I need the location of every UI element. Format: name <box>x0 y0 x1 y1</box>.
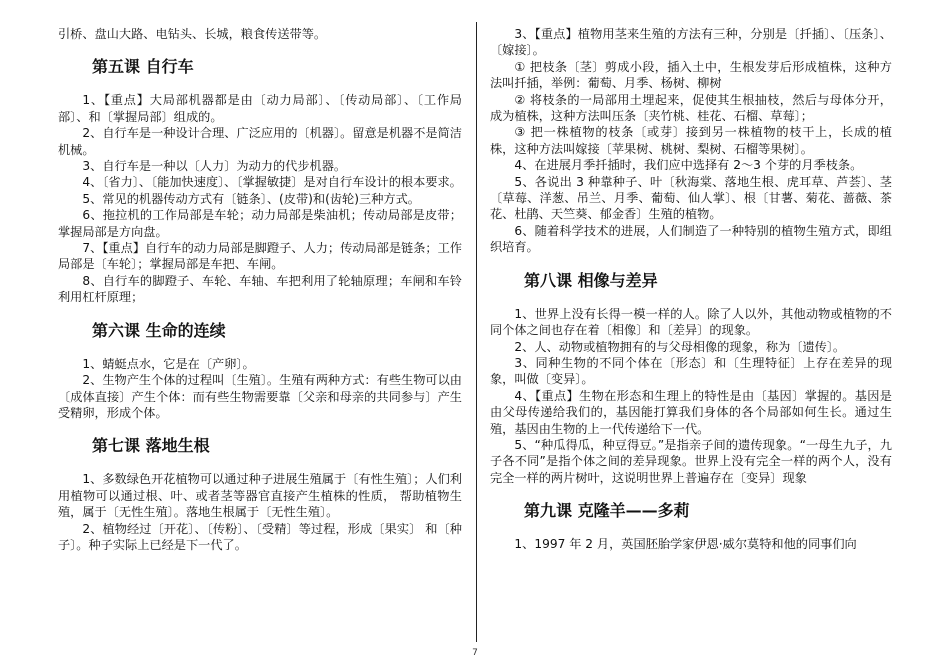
lesson5-para-6: 6、拖拉机的工作局部是车轮；动力局部是柴油机；传动局部是皮带；掌握局部是方向盘。 <box>58 208 462 239</box>
lesson5-para-3: 3、自行车是一种以〔人力〕为动力的代步机器。 <box>82 159 347 174</box>
lesson6-title: 第六课 生命的连续 <box>92 320 226 340</box>
left-column <box>58 26 462 553</box>
lesson8-para-3: 3、同种生物的不同个体在〔形态〕和〔生理特征〕上存在差异的现象，叫做〔变异〕。 <box>490 355 892 387</box>
intro-text: 引桥、盘山大路、电钻头、长城，粮食传送带等。 <box>58 27 327 41</box>
lesson8-para-2: 2、人、动物或植物拥有的与父母相像的现象，称为〔遗传〕。 <box>514 339 846 354</box>
lesson8-para-4: 4、【重点】生物在形态和生理上的特性是由〔基因〕掌握的。基因是由父母传递给我们的，基因能打算我们身体的各个局部如何生长。通过生殖，基因由生物的上一代传递给下一代。 <box>490 388 892 436</box>
lesson5-title: 第五课 自行车 <box>92 57 194 77</box>
lesson6-para-2: 2、生物产生个体的过程叫〔生殖〕。生殖有两种方式：有些生物可以由〔成体直接〕产生个体：而有些生物需要靠〔父亲和母亲的共同参与〕产生受精卵，形成个体。 <box>58 373 462 420</box>
lesson7-cont-para-6: 6、随着科学技术的进展，人们制造了一种特别的植物生殖方式，即组织培育。 <box>490 223 892 255</box>
lesson7-cont-para-5: 5、各说出 3 种靠种子、叶〔秋海棠、落地生根、虎耳草、芦荟〕、茎〔草莓、洋葱、吊兰、月季、葡萄、仙人掌〕、根〔甘薯、菊花、蔷薇、茶花、杜鹃、天竺葵、郁金香〕生殖的植物。 <box>490 174 892 222</box>
lesson5-para-8: 8、自行车的脚蹬子、车轮、车轴、车把利用了轮轴原理；车闸和车铃利用杠杆原理； <box>58 273 462 305</box>
lesson7-cont-para-grafting: ③ 把一株植物的枝条〔或芽〕接到另一株植物的枝干上，长成的植株，这种方法叫嫁接〔苹果树、桃树、梨树、石榴等果树〕。 <box>490 125 892 156</box>
lesson7-cont-para-4: 4、在进展月季扦插时，我们应中选择有 2～3 个芽的月季枝条。 <box>514 158 863 173</box>
lesson7-para-1: 1、多数绿色开花植物可以通过种子进展生殖属于〔有性生殖〕；人们利用植物可以通过根、叶、或者茎等器官直接产生植株的性质， 帮助植物生殖，属于〔无性生殖〕。落地生根属于〔无性生殖〕。 <box>58 472 462 520</box>
lesson8-para-5: 5、“种瓜得瓜，种豆得豆。”是指亲子间的遗传现象。“一母生九子，九子各不同”是指个体之间的差异现象。世界上没有完全一样的两个人，没有完全一样的两片树叶，这说明世界上普遍存在〔变异〕现象 <box>490 437 892 485</box>
lesson9-title: 第九课 克隆羊——多莉 <box>524 501 690 521</box>
lesson9-para-1: 1、1997 年 2 月，英国胚胎学家伊恩·威尔莫特和他的同事们向 <box>514 537 857 552</box>
lesson7-cont-para-layering: ② 将枝条的一局部用土埋起来，促使其生根抽枝，然后与母体分开，成为植株，这种方法叫压条〔夹竹桃、桂花、石榴、草莓〕； <box>490 92 892 124</box>
lesson7-title: 第七课 落地生根 <box>92 436 210 456</box>
lesson5-para-1: 1、【重点】大局部机器都是由〔动力局部〕、〔传动局部〕、〔工作局部〕、和〔掌握局部〕组成的。 <box>58 93 462 124</box>
lesson8-title: 第八课 相像与差异 <box>524 270 658 290</box>
lesson7-cont-para-cutting: ① 把枝条〔茎〕剪成小段，插入土中，生根发芽后形成植株，这种方法叫扦插，举例：葡萄、月季、杨树、柳树 <box>490 59 892 91</box>
lesson5-para-4: 4、〔省力〕、〔能加快速度〕、〔掌握敏捷〕是对自行车设计的根本要求。 <box>82 175 462 190</box>
lesson5-para-2: 2、自行车是一种设计合理、广泛应用的〔机器〕。留意是机器不是简洁机械。 <box>58 126 462 157</box>
lesson5-para-7: 7、【重点】自行车的动力局部是脚蹬子、人力；传动局部是链条；工作局部是〔车轮〕；掌握局部是车把、车闸。 <box>58 241 462 272</box>
lesson6-para-1: 1、蜻蜓点水，它是在〔产卵〕。 <box>82 356 255 371</box>
right-column <box>490 26 892 553</box>
lesson7-para-2: 2、植物经过〔开花〕、〔传粉〕、〔受精〕等过程，形成〔果实〕 和〔种子〕。种子实际上已经是下一代了。 <box>58 521 462 552</box>
lesson5-para-5: 5、常见的机器传动方式有〔链条〕、(皮带)和(齿轮)三种方式。 <box>82 191 420 206</box>
lesson8-para-1: 1、世界上没有长得一模一样的人。除了人以外，其他动物或植物的不同个体之间也存在着〔相像〕和〔差异〕的现象。 <box>490 306 892 338</box>
column-divider <box>476 22 477 642</box>
page-number: 7 <box>472 648 478 658</box>
lesson7-cont-para-3: 3、【重点】植物用茎来生殖的方法有三种，分别是〔扦插〕、〔压条〕、〔嫁接〕。 <box>490 27 892 58</box>
